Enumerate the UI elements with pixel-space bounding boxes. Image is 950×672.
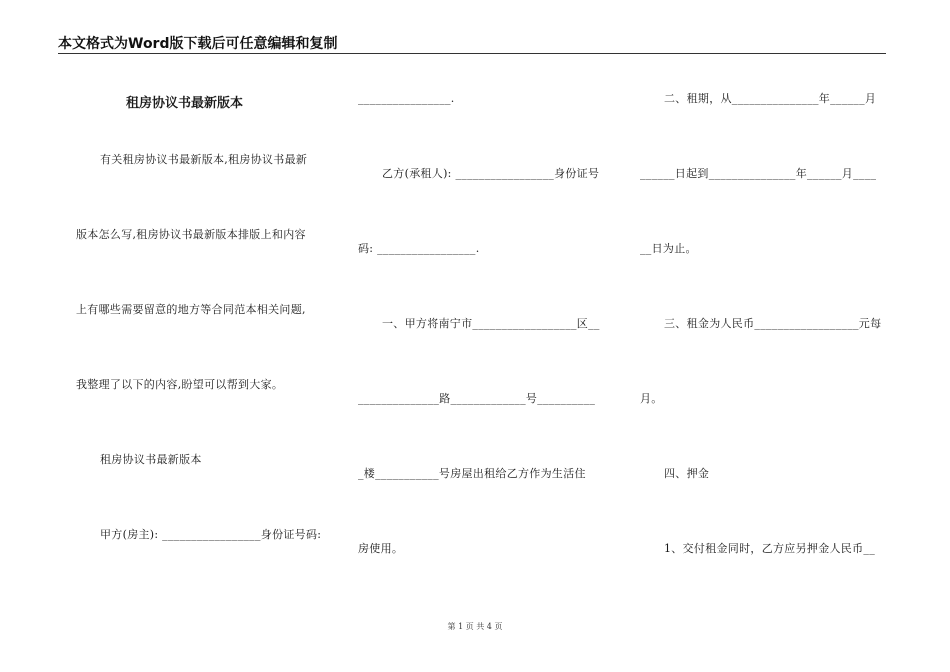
paragraph-line: 房使用。 <box>358 542 404 555</box>
paragraph-line: 1、交付租金同时，乙方应另押金人民币__ <box>664 542 875 555</box>
page-footer: 第 1 页 共 4 页 <box>447 622 503 631</box>
paragraph-line: _楼___________号房屋出租给乙方作为生活住 <box>358 467 586 480</box>
document-title: 租房协议书最新版本 <box>126 96 244 111</box>
paragraph-line: 二、租期，从_______________年______月 <box>664 92 877 105</box>
paragraph-line: ________________. <box>358 92 455 105</box>
paragraph-line: 乙方(承租人): _________________身份证号 <box>382 167 600 180</box>
header-divider <box>58 53 886 54</box>
paragraph-line: 有关租房协议书最新版本,租房协议书最新 <box>100 153 308 166</box>
document-header: 本文格式为Word版下载后可任意编辑和复制 <box>58 36 338 52</box>
paragraph-line: 版本怎么写,租房协议书最新版本排版上和内容 <box>76 228 306 241</box>
paragraph-line: 四、押金 <box>664 467 710 480</box>
paragraph-line: 上有哪些需要留意的地方等合同范本相关问题, <box>76 303 306 316</box>
paragraph-line: __日为止。 <box>640 242 697 255</box>
paragraph-line: 月。 <box>640 392 663 405</box>
paragraph-line: ______日起到_______________年______月____ <box>640 167 877 180</box>
paragraph-line: 码: _________________. <box>358 242 480 255</box>
paragraph-line: 甲方(房主): _________________身份证号码: <box>100 528 322 541</box>
paragraph-line: ______________路_____________号__________ <box>358 392 596 405</box>
paragraph-line: 我整理了以下的内容,盼望可以帮到大家。 <box>76 378 284 391</box>
paragraph-line: 租房协议书最新版本 <box>100 453 202 466</box>
paragraph-line: 一、甲方将南宁市__________________区__ <box>382 317 600 330</box>
paragraph-line: 三、租金为人民币__________________元每 <box>664 317 882 330</box>
